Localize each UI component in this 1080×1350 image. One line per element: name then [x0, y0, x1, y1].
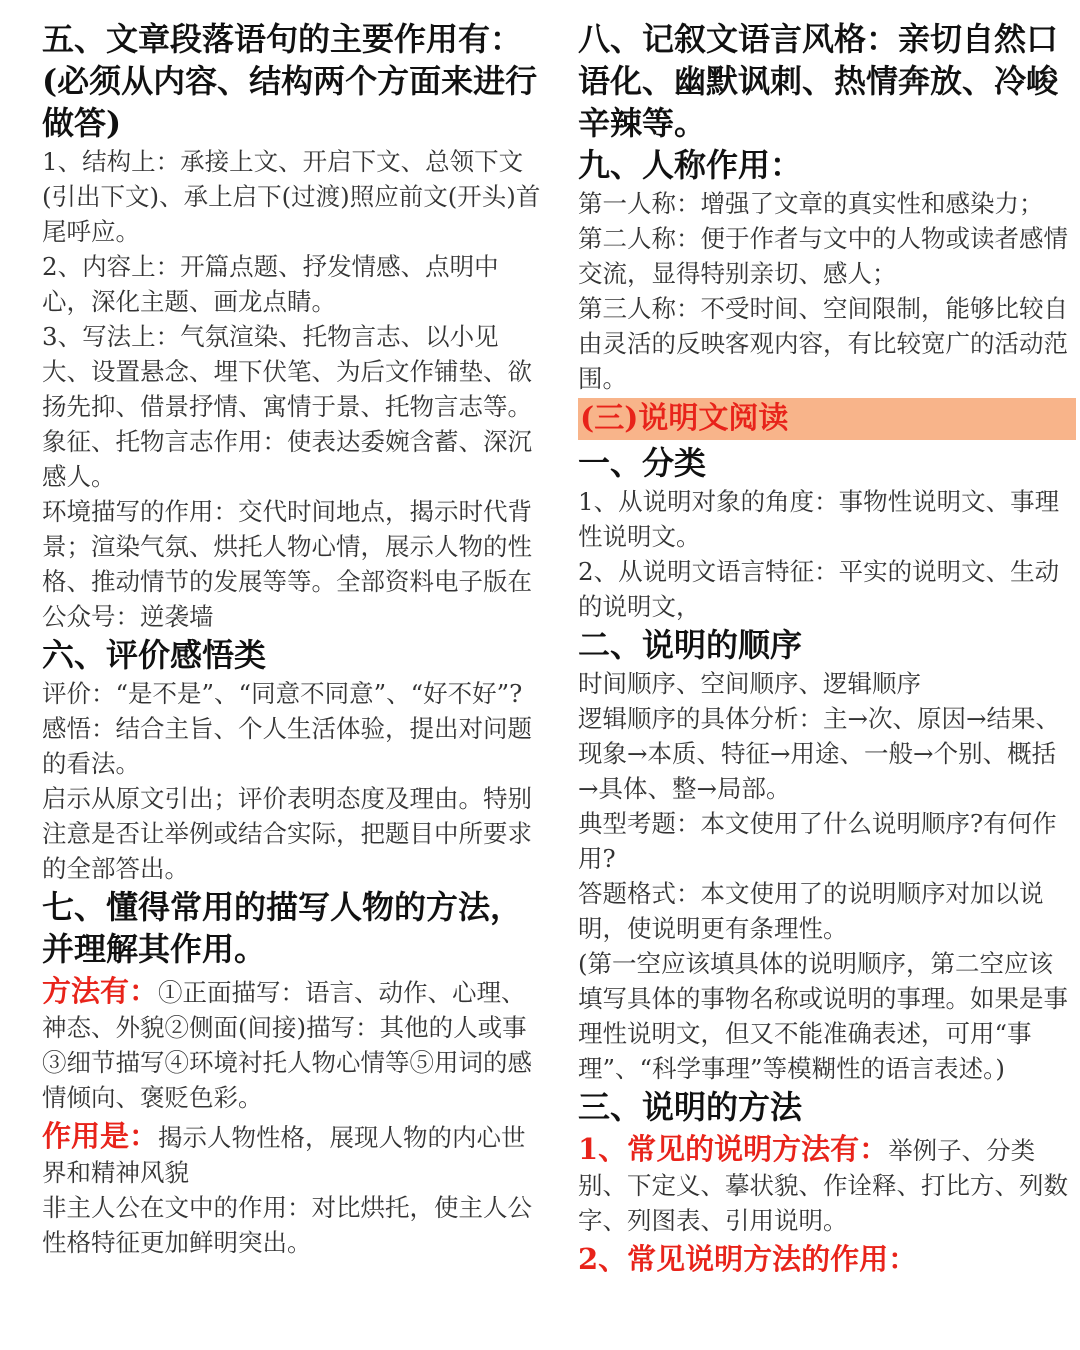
methods-effect-label: 2、常见说明方法的作用：: [578, 1242, 918, 1276]
section5-heading: 五、文章段落语句的主要作用有：(必须从内容、结构两个方面来进行做答): [42, 20, 538, 142]
section9-heading: 九、人称作用：: [578, 146, 803, 184]
section5-symbolism: 象征、托物言志作用：使表达委婉含蓄、深沉感人。: [42, 427, 532, 491]
methods-label: 方法有：: [42, 974, 159, 1008]
section7-effect: [42, 1119, 542, 1190]
logical-order: 逻辑顺序的具体分析：主→次、原因→结果、现象→本质、特征→用途、一般→个别、概括→具体、整→局部。: [578, 704, 1061, 803]
section6-inspiration: 启示从原文引出；评价表明态度及理由。特别注意是否让举例或结合实际，把题目中所要求的全部答出。: [42, 784, 532, 883]
classification-heading: 一、分类: [578, 444, 707, 482]
answer-note: (第一空应该填具体的说明顺序，第二空应该填写具体的事物名称或说明的事理。如果是事理性说明文，但又不能准确表述，可用“事理”、“科学事理”等模糊性的语言表述。): [578, 949, 1068, 1083]
second-person: 第二人称：便于作者与文中的人物或读者感情交流，显得特别亲切、感人；: [578, 224, 1068, 288]
section5-environment: 环境描写的作用：交代时间地点，揭示时代背景；渲染气氛、烘托人物心情，展示人物的性格、推动情节的发展等等。全部资料电子版在公众号：逆袭墙: [42, 497, 532, 631]
section7-methods: [42, 974, 542, 1115]
section6-heading: 六、评价感悟类: [42, 636, 267, 674]
first-person: 第一人称：增强了文章的真实性和感染力；: [578, 189, 1044, 218]
common-methods-text: 举例子、分类别、下定义、摹状貌、作诠释、打比方、列数字、列图表、引用说明。: [578, 1136, 1068, 1235]
classification-language: 2、从说明文语言特征：平实的说明文、生动的说明文，: [578, 557, 1060, 621]
section5-technique: 3、写法上：气氛渲染、托物言志、以小见大、设置悬念、埋下伏笔、为后文作铺垫、欲扬先抑、借景抒情、寓情于景、托物言志等。: [42, 322, 532, 421]
third-person: 第三人称：不受时间、空间限制，能够比较自由灵活的反映客观内容，有比较宽广的活动范围。: [578, 294, 1068, 393]
left-column: [42, 18, 542, 1260]
common-methods-label: 1、常见的说明方法有：: [578, 1132, 889, 1166]
effect-label: 作用是：: [42, 1119, 159, 1153]
methods-heading: 三、说明的方法: [578, 1088, 803, 1126]
effect-text: 揭示人物性格，展现人物的内心世界和精神风貌: [42, 1123, 526, 1187]
methods-text: ①正面描写：语言、动作、心理、神态、外貌②侧面(间接)描写：其他的人或事③细节描写④环境衬托人物心情等⑤用词的感情倾向、褒贬色彩。: [42, 978, 532, 1112]
classification-object: 1、从说明对象的角度：事物性说明文、事理性说明文。: [578, 487, 1060, 551]
section7-non-protagonist: 非主人公在文中的作用：对比烘托，使主人公性格特征更加鲜明突出。: [42, 1193, 532, 1257]
common-methods: [578, 1132, 1076, 1238]
section6-evaluation: 评价：“是不是”、“同意不同意”、“好不好”?感悟：结合主旨、个人生活体验，提出对问题的看法。: [42, 679, 532, 778]
order-heading: 二、说明的顺序: [578, 626, 803, 664]
expository-reading-title: (三)说明文阅读: [578, 398, 1076, 440]
order-types: 时间顺序、空间顺序、逻辑顺序: [578, 669, 921, 698]
section5-structure: 1、结构上：承接上文、开启下文、总领下文(引出下文)、承上启下(过渡)照应前文(开头)首尾呼应。: [42, 147, 541, 246]
typical-question: 典型考题：本文使用了什么说明顺序?有何作用?: [578, 809, 1057, 873]
right-column: [578, 18, 1076, 1278]
section8-heading: 八、记叙文语言风格：亲切自然口语化、幽默讽刺、热情奔放、冷峻辛辣等。: [578, 20, 1059, 142]
section7-heading: 七、懂得常用的描写人物的方法，并理解其作用。: [42, 888, 523, 968]
section5-content: 2、内容上：开篇点题、抒发情感、点明中心，深化主题、画龙点睛。: [42, 252, 499, 316]
answer-format: 答题格式：本文使用了的说明顺序对加以说明，使说明更有条理性。: [578, 879, 1044, 943]
methods-effect: [578, 1242, 1076, 1278]
